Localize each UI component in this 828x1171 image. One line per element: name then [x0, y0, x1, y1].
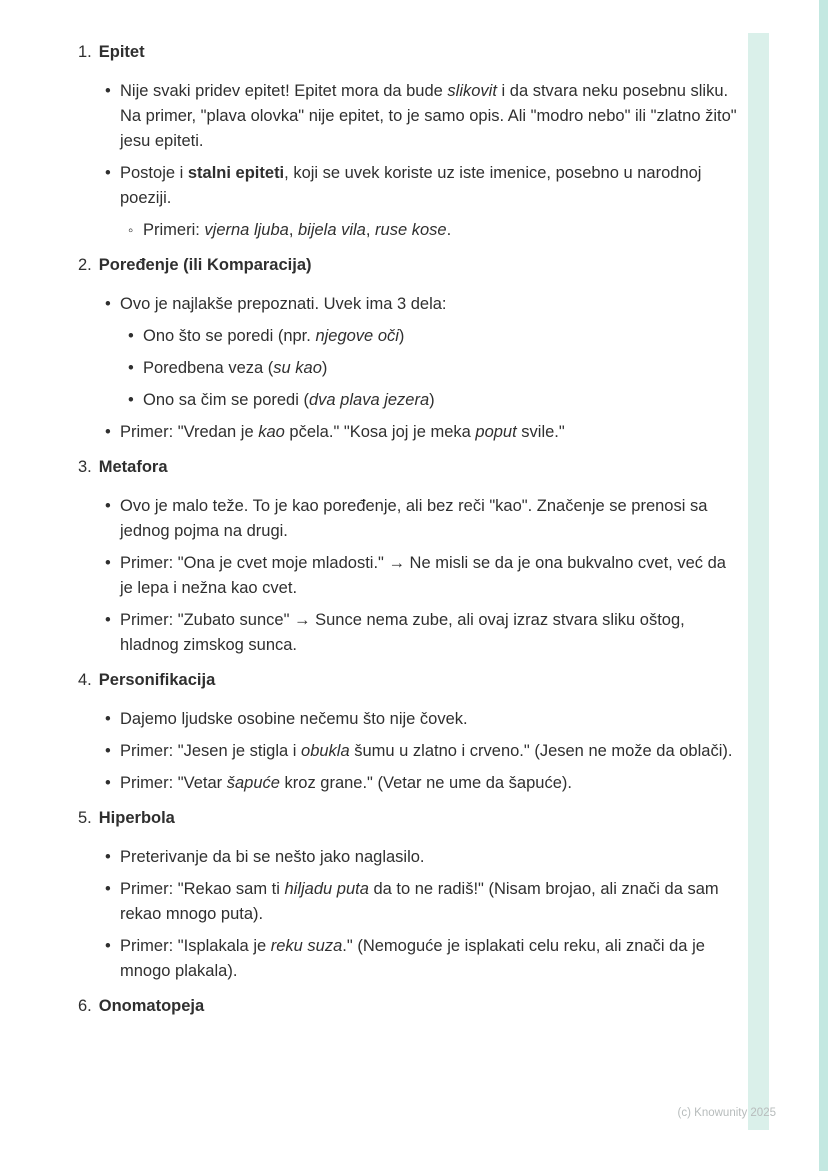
document-body: [78, 40, 740, 1033]
text-segment: , koji se uvek koriste uz iste imenice, posebno u narodnoj poeziji.: [120, 164, 702, 207]
list-item: [78, 388, 740, 413]
list-item-text: [143, 218, 740, 243]
section-heading: [78, 806, 740, 831]
section-heading: [78, 668, 740, 693]
list-item-text: [120, 877, 740, 927]
text-segment: kao: [258, 423, 285, 441]
list-item: [78, 324, 740, 349]
section-title: Epitet: [98, 43, 145, 61]
section: [78, 806, 740, 984]
circle-bullet-icon: ◦: [128, 222, 134, 239]
text-segment: njegove oči: [315, 327, 399, 345]
text-segment: i da stvara neku posebnu sliku. Na primer, "plava olovka" nije epitet, to je samo opis. Ali "modro nebo" ili "zlatno žito" jesu epiteti.: [120, 82, 737, 150]
page-edge-stripe: [748, 33, 769, 1130]
text-segment: su kao: [273, 359, 322, 377]
section-number: 1.: [78, 43, 92, 61]
text-segment: šapuće: [226, 774, 280, 792]
text-segment: Ono sa čim se poredi (: [143, 391, 309, 409]
text-segment: poput: [475, 423, 517, 441]
text-segment: Primer: "Rekao sam ti: [120, 880, 285, 898]
list-item-text: [120, 771, 740, 796]
section-number: 2.: [78, 256, 92, 274]
disc-bullet-icon: •: [105, 742, 111, 760]
section-number: 6.: [78, 997, 92, 1015]
page-edge-bar: [819, 0, 828, 1171]
text-segment: reku suza: [270, 937, 343, 955]
list-item-text: [120, 707, 740, 732]
list-item-text: [120, 934, 740, 984]
list-item: [78, 292, 740, 317]
list-item: [78, 218, 740, 243]
disc-bullet-icon: •: [105, 164, 111, 182]
text-segment: Primer: "Vredan je: [120, 423, 259, 441]
list-item-text: [120, 845, 740, 870]
list-item: [78, 934, 740, 984]
list-item: [78, 877, 740, 927]
section-heading: [78, 455, 740, 480]
section-heading: [78, 40, 740, 65]
section: [78, 994, 740, 1019]
list-item: [78, 161, 740, 211]
list-item: [78, 707, 740, 732]
disc-bullet-icon: •: [105, 611, 111, 629]
text-segment: ,: [288, 221, 298, 239]
section-title: Poređenje (ili Komparacija): [98, 256, 312, 274]
text-segment: ruse kose: [375, 221, 447, 239]
disc-bullet-icon: •: [105, 774, 111, 792]
text-segment: Primer: "Jesen je stigla i: [120, 742, 302, 760]
text-segment: Primer: "Ona je cvet moje mladosti." → Ne misli se da je ona bukvalno cvet, već da je lepa i nežna kao cvet.: [120, 554, 726, 597]
text-segment: .: [446, 221, 452, 239]
text-segment: Postoje i: [120, 164, 188, 182]
list-item-text: [120, 161, 740, 211]
text-segment: Primer: "Zubato sunce" → Sunce nema zube, ali ovaj izraz stvara sliku oštog, hladnog zimskog sunca.: [120, 611, 685, 654]
text-segment: Nije svaki pridev epitet! Epitet mora da bude: [120, 82, 448, 100]
section-title: Hiperbola: [98, 809, 175, 827]
list-item-text: [120, 79, 740, 154]
text-segment: Ono što se poredi (npr.: [143, 327, 316, 345]
section-heading: [78, 253, 740, 278]
text-segment: slikovit: [447, 82, 497, 100]
text-segment: da to ne radiš!" (Nisam brojao, ali znači da sam rekao mnogo puta).: [120, 880, 719, 923]
text-segment: ): [429, 391, 435, 409]
list-item: [78, 608, 740, 658]
section-number: 5.: [78, 809, 92, 827]
list-item-text: [143, 356, 740, 381]
disc-bullet-icon: •: [105, 710, 111, 728]
text-segment: ,: [365, 221, 376, 239]
text-segment: ): [398, 327, 405, 345]
disc-bullet-icon: •: [105, 880, 111, 898]
list-item: [78, 771, 740, 796]
list-item-text: [120, 420, 740, 445]
list-item: [78, 420, 740, 445]
text-segment: Preterivanje da bi se nešto jako naglasilo.: [120, 848, 425, 866]
disc-bullet-icon: •: [128, 327, 134, 345]
section-title: Onomatopeja: [98, 997, 205, 1015]
text-segment: kroz grane." (Vetar ne ume da šapuće).: [279, 774, 572, 792]
text-segment: ): [321, 359, 328, 377]
text-segment: Dajemo ljudske osobine nečemu što nije čovek.: [120, 710, 468, 728]
list-item: [78, 739, 740, 764]
text-segment: ." (Nemoguće je isplakati celu reku, ali znači da je mnogo plakala).: [120, 937, 705, 980]
disc-bullet-icon: •: [105, 937, 111, 955]
text-segment: hiljadu puta: [284, 880, 369, 898]
list-item-text: [120, 608, 740, 658]
list-item: [78, 845, 740, 870]
text-segment: Ovo je najlakše prepoznati. Uvek ima 3 dela:: [120, 295, 447, 313]
text-segment: šumu u zlatno i crveno." (Jesen ne može da oblači).: [349, 742, 733, 760]
disc-bullet-icon: •: [105, 848, 111, 866]
section-title: Metafora: [98, 458, 168, 476]
text-segment: svile.": [516, 423, 565, 441]
section-title: Personifikacija: [98, 671, 216, 689]
disc-bullet-icon: •: [105, 423, 111, 441]
disc-bullet-icon: •: [128, 359, 134, 377]
section: [78, 455, 740, 658]
disc-bullet-icon: •: [128, 391, 134, 409]
text-segment: Primer: "Vetar: [120, 774, 227, 792]
list-item: [78, 79, 740, 154]
section: [78, 40, 740, 243]
list-item-text: [143, 388, 740, 413]
disc-bullet-icon: •: [105, 497, 111, 515]
section: [78, 253, 740, 445]
list-item-text: [120, 292, 740, 317]
list-item: [78, 356, 740, 381]
list-item-text: [120, 551, 740, 601]
text-segment: Poredbena veza (: [143, 359, 274, 377]
text-segment: dva plava jezera: [308, 391, 430, 409]
list-item: [78, 551, 740, 601]
list-item-text: [120, 739, 740, 764]
section-heading: [78, 994, 740, 1019]
text-segment: bijela vila: [297, 221, 366, 239]
section-number: 4.: [78, 671, 92, 689]
text-segment: stalni epiteti: [187, 164, 285, 182]
section-number: 3.: [78, 458, 92, 476]
disc-bullet-icon: •: [105, 295, 111, 313]
list-item-text: [120, 494, 740, 544]
text-segment: obukla: [301, 742, 350, 760]
copyright-footer: (c) Knowunity 2025: [677, 1107, 776, 1119]
text-segment: Primeri:: [143, 221, 205, 239]
text-segment: Primer: "Isplakala je: [120, 937, 271, 955]
disc-bullet-icon: •: [105, 554, 111, 572]
disc-bullet-icon: •: [105, 82, 111, 100]
list-item-text: [143, 324, 740, 349]
text-segment: vjerna ljuba: [204, 221, 289, 239]
section: [78, 668, 740, 796]
text-segment: Ovo je malo teže. To je kao poređenje, ali bez reči "kao". Značenje se prenosi sa jednog pojma na drugi.: [120, 497, 708, 540]
text-segment: pčela." "Kosa joj je meka: [284, 423, 476, 441]
list-item: [78, 494, 740, 544]
